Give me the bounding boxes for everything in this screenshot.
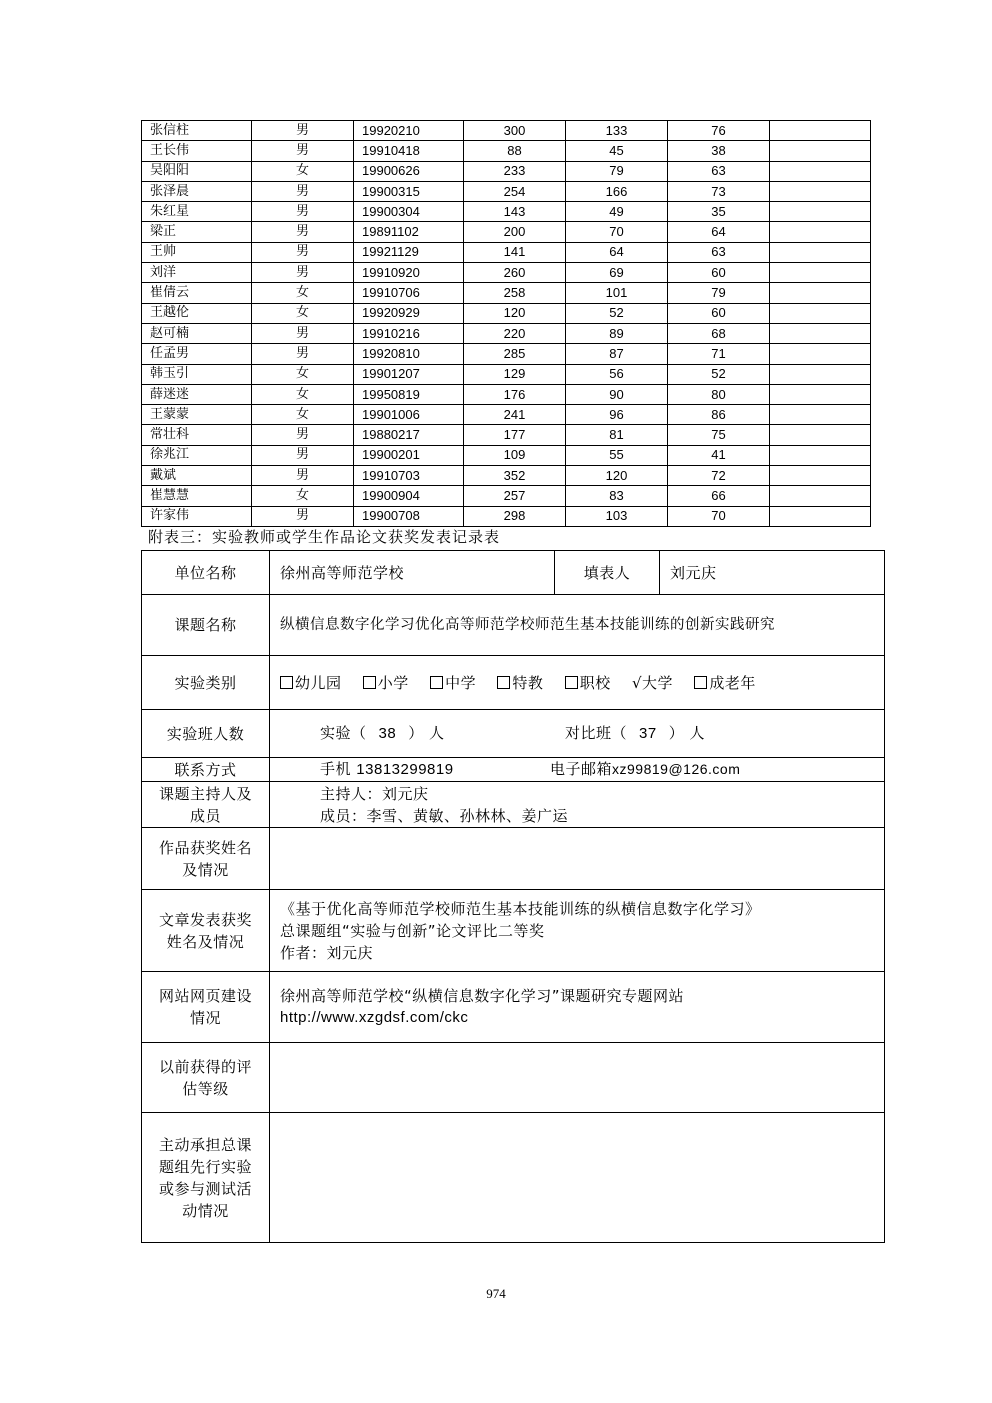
filler-label: 填表人 [555,551,660,595]
student-id: 19900201 [354,445,464,465]
category-row [142,656,885,710]
student-gender: 女 [252,364,354,384]
rating-row [142,1043,885,1113]
table-row [142,506,871,526]
score-2: 96 [566,405,668,425]
score-2: 83 [566,486,668,506]
empty-cell [770,323,871,343]
student-id: 19910920 [354,263,464,283]
host-value: 主持人：刘元庆 成员：李雪、黄敏、孙林林、姜广运 [270,782,885,828]
empty-cell [770,486,871,506]
empty-cell [770,445,871,465]
student-id: 19900708 [354,506,464,526]
checkbox-empty-icon [694,676,707,689]
empty-cell [770,222,871,242]
student-id: 19920810 [354,344,464,364]
table-row [142,425,871,445]
page-number: 974 [486,1286,506,1301]
student-name: 朱红星 [142,202,252,222]
contact-row [142,758,885,782]
student-id: 19900304 [354,202,464,222]
student-name: 王越伦 [142,303,252,323]
table-row [142,405,871,425]
duty-value [270,1113,885,1243]
student-name: 赵可楠 [142,323,252,343]
table-row [142,202,871,222]
score-3: 79 [668,283,770,303]
table-row [142,323,871,343]
empty-cell [770,141,871,161]
checkbox-empty-icon [497,676,510,689]
student-name: 薛迷迷 [142,384,252,404]
topic-value: 纵横信息数字化学习优化高等师范学校师范生基本技能训练的创新实践研究 [270,595,885,656]
student-gender: 女 [252,486,354,506]
host-label: 课题主持人及 成员 [142,782,270,828]
score-2: 64 [566,242,668,262]
student-gender: 男 [252,425,354,445]
table-row [142,486,871,506]
experiment-count: 实验（ 38 ） 人 [320,724,445,742]
score-3: 75 [668,425,770,445]
student-gender: 男 [252,242,354,262]
appendix-caption: 附表三：实验教师或学生作品论文获奖发表记录表 [148,528,501,546]
score-1: 257 [464,486,566,506]
award-label: 作品获奖姓名 及情况 [142,828,270,890]
score-2: 55 [566,445,668,465]
empty-cell [770,161,871,181]
student-name: 张泽晨 [142,181,252,201]
student-id: 19921129 [354,242,464,262]
category-label: 实验类别 [142,656,270,710]
article-value: 《基于优化高等师范学校师范生基本技能训练的纵横信息数字化学习》 总课题组“实验与创新”论文评比二等奖 作者：刘元庆 [270,890,885,972]
empty-cell [770,506,871,526]
score-2: 45 [566,141,668,161]
website-value: 徐州高等师范学校“纵横信息数字化学习”课题研究专题网站 http://www.xzgdsf.com/ckc [270,972,885,1043]
score-2: 120 [566,466,668,486]
rating-value [270,1043,885,1113]
student-gender: 男 [252,222,354,242]
score-1: 143 [464,202,566,222]
class-size-value [270,710,885,758]
score-2: 70 [566,222,668,242]
checkbox-empty-icon [363,676,376,689]
student-id: 19901207 [354,364,464,384]
checkmark-icon: √ [631,673,643,692]
table-row [142,222,871,242]
score-1: 129 [464,364,566,384]
score-3: 72 [668,466,770,486]
empty-cell [770,283,871,303]
score-1: 220 [464,323,566,343]
score-1: 200 [464,222,566,242]
topic-row [142,595,885,656]
score-3: 35 [668,202,770,222]
student-id: 19910703 [354,466,464,486]
table-row [142,303,871,323]
score-3: 52 [668,364,770,384]
article-label: 文章发表获奖 姓名及情况 [142,890,270,972]
student-gender: 男 [252,121,354,141]
category-university: √大学 [631,673,674,692]
student-id: 19901006 [354,405,464,425]
score-1: 260 [464,263,566,283]
student-id: 19891102 [354,222,464,242]
student-scores-table [141,120,871,527]
student-gender: 男 [252,445,354,465]
empty-cell [770,121,871,141]
student-gender: 男 [252,506,354,526]
category-middle: 中学 [430,674,476,692]
student-name: 崔倩云 [142,283,252,303]
student-name: 许家伟 [142,506,252,526]
category-primary: 小学 [363,674,409,692]
score-2: 166 [566,181,668,201]
student-name: 王帅 [142,242,252,262]
student-name: 崔慧慧 [142,486,252,506]
score-2: 79 [566,161,668,181]
score-3: 71 [668,344,770,364]
score-3: 73 [668,181,770,201]
student-id: 19950819 [354,384,464,404]
empty-cell [770,344,871,364]
empty-cell [770,181,871,201]
table-row [142,384,871,404]
topic-label: 课题名称 [142,595,270,656]
score-3: 76 [668,121,770,141]
student-id: 19910706 [354,283,464,303]
score-3: 68 [668,323,770,343]
student-name: 梁正 [142,222,252,242]
empty-cell [770,303,871,323]
score-1: 109 [464,445,566,465]
score-2: 52 [566,303,668,323]
email: 电子邮箱xz99819@126.com [550,760,741,778]
empty-cell [770,405,871,425]
student-gender: 男 [252,466,354,486]
score-3: 66 [668,486,770,506]
student-gender: 男 [252,344,354,364]
score-3: 41 [668,445,770,465]
category-special: 特教 [497,674,543,692]
student-gender: 男 [252,202,354,222]
score-3: 80 [668,384,770,404]
student-gender: 男 [252,263,354,283]
table-row [142,181,871,201]
score-3: 64 [668,222,770,242]
award-row [142,828,885,890]
score-2: 133 [566,121,668,141]
website-row [142,972,885,1043]
student-name: 王蒙蒙 [142,405,252,425]
score-1: 177 [464,425,566,445]
score-1: 285 [464,344,566,364]
class-size-row [142,710,885,758]
score-1: 176 [464,384,566,404]
table-row [142,242,871,262]
unit-row [142,551,885,595]
student-gender: 女 [252,405,354,425]
score-1: 300 [464,121,566,141]
category-senior: 成老年 [694,674,756,692]
contact-value [270,758,885,782]
score-3: 63 [668,242,770,262]
award-value [270,828,885,890]
student-id: 19920929 [354,303,464,323]
score-3: 60 [668,303,770,323]
category-kindergarten: 幼儿园 [280,674,342,692]
score-1: 254 [464,181,566,201]
empty-cell [770,364,871,384]
category-vocational: 职校 [565,674,611,692]
checkbox-empty-icon [565,676,578,689]
score-3: 70 [668,506,770,526]
website-label: 网站网页建设 情况 [142,972,270,1043]
score-2: 87 [566,344,668,364]
score-1: 352 [464,466,566,486]
unit-label: 单位名称 [142,551,270,595]
student-name: 任孟男 [142,344,252,364]
table-row [142,466,871,486]
unit-value: 徐州高等师范学校 [270,551,555,595]
score-2: 103 [566,506,668,526]
student-gender: 女 [252,283,354,303]
score-1: 241 [464,405,566,425]
student-name: 韩玉引 [142,364,252,384]
score-3: 86 [668,405,770,425]
table-row [142,141,871,161]
score-2: 89 [566,323,668,343]
score-2: 56 [566,364,668,384]
empty-cell [770,384,871,404]
score-2: 69 [566,263,668,283]
student-name: 王长伟 [142,141,252,161]
score-1: 258 [464,283,566,303]
table-row [142,121,871,141]
filler-value: 刘元庆 [660,551,885,595]
score-1: 88 [464,141,566,161]
student-name: 刘洋 [142,263,252,283]
score-1: 120 [464,303,566,323]
student-id: 19920210 [354,121,464,141]
score-3: 63 [668,161,770,181]
empty-cell [770,242,871,262]
score-3: 38 [668,141,770,161]
student-id: 19910418 [354,141,464,161]
student-gender: 男 [252,141,354,161]
score-1: 298 [464,506,566,526]
student-gender: 男 [252,181,354,201]
student-id: 19910216 [354,323,464,343]
duty-label: 主动承担总课 题组先行实验 或参与测试活 动情况 [142,1113,270,1243]
student-gender: 男 [252,323,354,343]
host-row [142,782,885,828]
duty-row [142,1113,885,1243]
score-2: 49 [566,202,668,222]
score-2: 81 [566,425,668,445]
article-row [142,890,885,972]
checkbox-empty-icon [280,676,293,689]
score-3: 60 [668,263,770,283]
empty-cell [770,202,871,222]
rating-label: 以前获得的评 估等级 [142,1043,270,1113]
table-row [142,161,871,181]
student-id: 19880217 [354,425,464,445]
table-row [142,344,871,364]
student-id: 19900315 [354,181,464,201]
student-name: 戴斌 [142,466,252,486]
empty-cell [770,466,871,486]
phone: 手机 13813299819 [320,760,454,778]
table-row [142,283,871,303]
score-1: 141 [464,242,566,262]
empty-cell [770,425,871,445]
student-gender: 女 [252,384,354,404]
student-id: 19900626 [354,161,464,181]
student-gender: 女 [252,303,354,323]
student-name: 吴阳阳 [142,161,252,181]
student-name: 徐兆江 [142,445,252,465]
checkbox-empty-icon [430,676,443,689]
score-2: 101 [566,283,668,303]
student-name: 张信柱 [142,121,252,141]
class-size-label: 实验班人数 [142,710,270,758]
comparison-count: 对比班（ 37 ） 人 [565,724,705,742]
empty-cell [770,263,871,283]
category-options [270,656,885,710]
table-row [142,263,871,283]
table-row [142,445,871,465]
award-record-form [141,550,885,1243]
score-1: 233 [464,161,566,181]
table-row [142,364,871,384]
student-gender: 女 [252,161,354,181]
student-id: 19900904 [354,486,464,506]
contact-label: 联系方式 [142,758,270,782]
student-table-body [142,121,871,527]
score-2: 90 [566,384,668,404]
student-name: 常壮科 [142,425,252,445]
